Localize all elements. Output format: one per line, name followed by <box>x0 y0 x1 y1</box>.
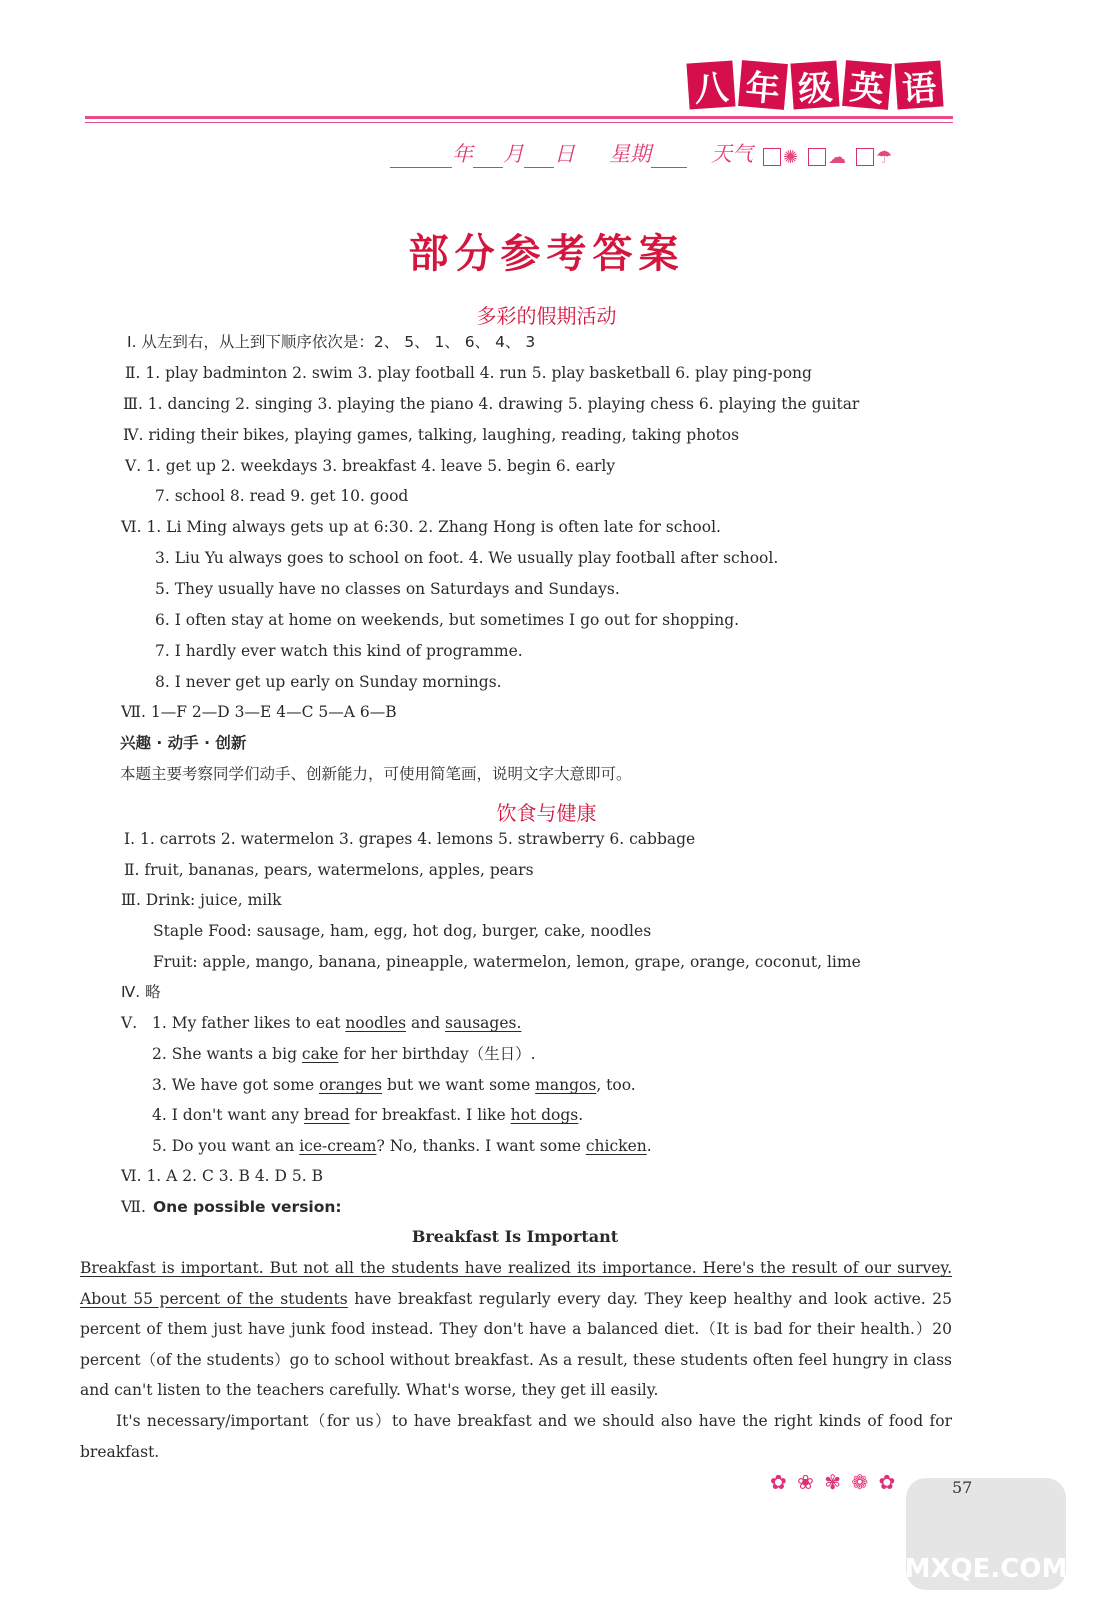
watermark-logo: MXQE.COM <box>906 1478 1066 1590</box>
answer-line: Ⅳ. 略 <box>121 983 161 1001</box>
grade-banner <box>688 62 942 108</box>
answer-line: 5. Do you want an ice-cream? No, thanks. I want some chicken. <box>152 1137 652 1155</box>
answer-line: Ⅱ. 1. play badminton 2. swim 3. play football 4. run 5. play basketball 6. play ping-pong <box>125 364 812 382</box>
label-weather: 天气 <box>711 142 753 166</box>
essay-title: Breakfast Is Important <box>411 1227 619 1246</box>
answer-line: One possible version: <box>153 1198 342 1216</box>
weather-checkbox[interactable] <box>856 148 874 166</box>
answer-line: 7. I hardly ever watch this kind of programme. <box>155 642 523 660</box>
essay-underlined: About 55 percent of the students <box>80 1289 348 1308</box>
answer-line: 2. She wants a big cake for her birthday（生日）. <box>152 1045 536 1063</box>
section-heading: 多彩的假期活动 <box>476 304 617 328</box>
banner-char: 英 <box>842 60 892 110</box>
flower-decoration: ✿ ❀ ✾ ❁ ✿ <box>770 1470 898 1494</box>
answer-line: Ⅲ. Drink: juice, milk <box>121 891 282 909</box>
essay-paragraph: It's necessary/important（for us）to have breakfast and we should also have the right kinds of food for breakfast. <box>80 1412 952 1461</box>
label-day: 日 <box>554 142 575 166</box>
answer-line: 5. They usually have no classes on Saturdays and Sundays. <box>155 580 620 598</box>
banner-char: 年 <box>738 60 788 110</box>
answer-line: Ⅰ. 从左到右，从上到下顺序依次是：2、 5、 1、 6、 4、 3 <box>127 333 536 351</box>
page-number: 57 <box>952 1478 973 1497</box>
answer-line: Ⅵ. 1. Li Ming always gets up at 6:30. 2. Zhang Hong is often late for school. <box>121 518 721 536</box>
section-heading: 饮食与健康 <box>496 801 597 825</box>
answer-line: Fruit: apple, mango, banana, pineapple, watermelon, lemon, grape, orange, coconut, lime <box>153 953 861 971</box>
banner-char: 级 <box>790 60 839 109</box>
answer-line: Ⅳ. riding their bikes, playing games, talking, laughing, reading, taking photos <box>123 426 740 444</box>
answer-line: 8. I never get up early on Sunday mornings. <box>155 673 502 691</box>
weather-checkbox[interactable] <box>763 148 781 166</box>
banner-char: 八 <box>686 60 735 109</box>
essay-paragraph: Breakfast is important. But not all the students have realized its importance. Here's the result of our survey. About 55 percent of the students have breakfast regularly every day. They keep healthy and look active. 25 percent of them just have junk food instead. They don't have a balanced diet.（It is bad for their health.）20 percent（of the students）go to school without breakfast. As a result, these students often feel hungry in class and can't listen to the teachers carefully. What's worse, they get ill easily. <box>80 1259 952 1399</box>
page-title: 部分参考答案 <box>408 231 685 277</box>
roman-label: Ⅶ. <box>121 1198 146 1216</box>
date-line <box>390 138 892 168</box>
label-month: 月 <box>503 142 524 166</box>
answer-line: 6. I often stay at home on weekends, but sometimes I go out for shopping. <box>155 611 740 629</box>
banner-char: 语 <box>894 60 943 109</box>
roman-label: Ⅴ. <box>121 1014 138 1032</box>
answer-line: Ⅶ. 1—F 2—D 3—E 4—C 5—A 6—B <box>121 703 397 721</box>
label-weekday: 星期 <box>609 142 651 166</box>
answer-line: Ⅲ. 1. dancing 2. singing 3. playing the piano 4. drawing 5. playing chess 6. playing the guitar <box>123 395 860 413</box>
weather-checkbox[interactable] <box>808 148 826 166</box>
answer-line: Ⅴ. 1. get up 2. weekdays 3. breakfast 4. leave 5. begin 6. early <box>125 457 616 475</box>
answer-line: 4. I don't want any bread for breakfast. I like hot dogs. <box>152 1106 584 1124</box>
answer-line: 1. My father likes to eat noodles and sausages. <box>152 1014 522 1032</box>
answer-line: Ⅵ. 1. A 2. C 3. B 4. D 5. B <box>121 1167 323 1185</box>
essay-underlined: Breakfast is important. But not all the students have realized its importance. Here's the result of our survey. <box>80 1259 952 1277</box>
answer-line: Ⅰ. 1. carrots 2. watermelon 3. grapes 4. lemons 5. strawberry 6. cabbage <box>124 830 696 848</box>
cloud-icon: ☁ <box>828 147 847 168</box>
sub-heading: 兴趣 · 动手 · 创新 <box>120 734 247 752</box>
answer-line: 3. Liu Yu always goes to school on foot. 4. We usually play football after school. <box>155 549 779 567</box>
answer-line: 7. school 8. read 9. get 10. good <box>155 487 409 505</box>
header-rule <box>85 116 953 119</box>
answer-line: Staple Food: sausage, ham, egg, hot dog, burger, cake, noodles <box>153 922 652 940</box>
header-rule-thin <box>85 122 953 123</box>
rain-icon: ☂ <box>876 147 893 168</box>
sun-icon: ✺ <box>783 147 799 168</box>
sub-text: 本题主要考察同学们动手、创新能力，可使用简笔画，说明文字大意即可。 <box>120 765 632 783</box>
answer-line: 3. We have got some oranges but we want some mangos, too. <box>152 1076 636 1094</box>
label-year: 年 <box>452 142 473 166</box>
answer-line: Ⅱ. fruit, bananas, pears, watermelons, apples, pears <box>124 861 534 879</box>
